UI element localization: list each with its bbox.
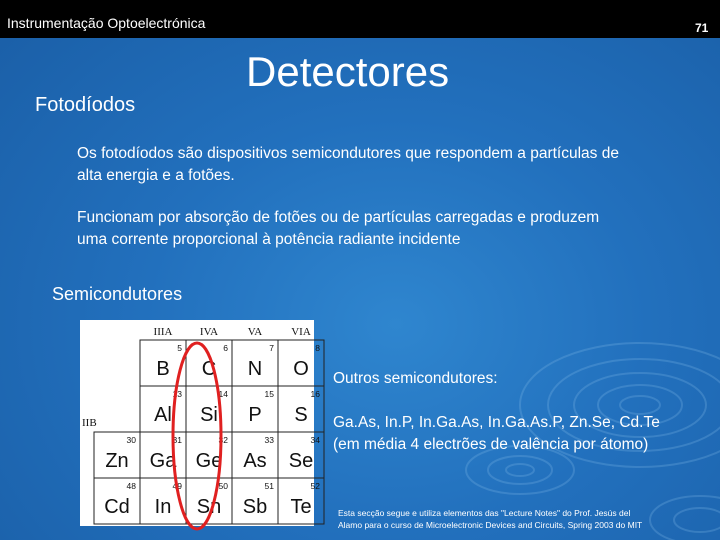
paragraph-definition [77,143,619,187]
element-symbol: Se [288,450,314,472]
atomic-number: 13 [172,389,182,399]
atomic-number: 49 [172,481,182,491]
group-header-label: IVA [199,326,219,338]
element-symbol: Cd [104,496,130,518]
element-symbol: Te [290,496,312,518]
other-semiconductors-label: Outros semicondutores: [333,370,498,387]
atomic-number: 6 [223,343,228,353]
atomic-number: 30 [126,435,136,445]
element-symbol: Zn [105,450,129,472]
group-header-label: VA [247,326,263,338]
valence-note: (em média 4 electrões de valência por átomo) [333,436,649,453]
atomic-number: 32 [218,435,228,445]
element-symbol: C [201,358,217,380]
periodic-table-graphic [80,320,320,526]
group-iib-label: IIB [82,417,97,429]
group-header-label: IIIA [153,326,173,338]
element-symbol: S [294,404,308,426]
semiconductor-compounds: Ga.As, In.P, In.Ga.As, In.Ga.As.P, Zn.Se, Cd.Te [333,414,660,431]
atomic-number: 16 [310,389,320,399]
element-symbol: Sb [242,496,268,518]
element-symbol: Ge [195,450,223,472]
periodic-table-excerpt [80,320,320,526]
other-semiconductors-list [333,412,660,456]
course-title: Instrumentação Optoelectrónica [7,15,206,31]
element-symbol: In [154,496,172,518]
element-symbol: As [243,450,267,472]
credit-line: Alamo para o curso de Microelectronic Devices and Circuits, Spring 2003 do MIT [338,520,643,530]
atomic-number: 8 [315,343,320,353]
slide-title: Detectores [246,48,450,95]
atomic-number: 48 [126,481,136,491]
element-symbol: O [293,358,309,380]
paragraph-line: Os fotodíodos são dispositivos semicondutores que respondem a partículas de [77,145,619,162]
atomic-number: 52 [310,481,320,491]
credit-line: Esta secção segue e utiliza elementos das "Lecture Notes" do Prof. Jesús del [338,508,631,518]
atomic-number: 51 [264,481,274,491]
paragraph-line: uma corrente proporcional à potência radiante incidente [77,231,461,248]
semiconductors-heading: Semicondutores [52,284,183,304]
element-symbol: Ga [149,450,177,472]
element-symbol: N [247,358,263,380]
atomic-number: 15 [264,389,274,399]
atomic-number: 50 [218,481,228,491]
page-number: 71 [695,21,709,35]
paragraph-operation [77,207,599,251]
atomic-number: 7 [269,343,274,353]
atomic-number: 33 [264,435,274,445]
atomic-number: 31 [172,435,182,445]
atomic-number: 5 [177,343,182,353]
paragraph-line: alta energia e a fotões. [77,167,235,184]
source-credit [338,507,642,531]
element-symbol: B [156,358,170,380]
atomic-number: 14 [218,389,228,399]
element-symbol: P [248,404,262,426]
paragraph-line: Funcionam por absorção de fotões ou de partículas carregadas e produzem [77,209,600,226]
element-symbol: Al [154,404,172,426]
atomic-number: 34 [310,435,320,445]
group-header-label: VIA [291,326,311,338]
element-symbol: Si [200,404,218,426]
element-symbol: Sn [196,496,222,518]
section-heading: Fotodíodos [35,94,136,116]
